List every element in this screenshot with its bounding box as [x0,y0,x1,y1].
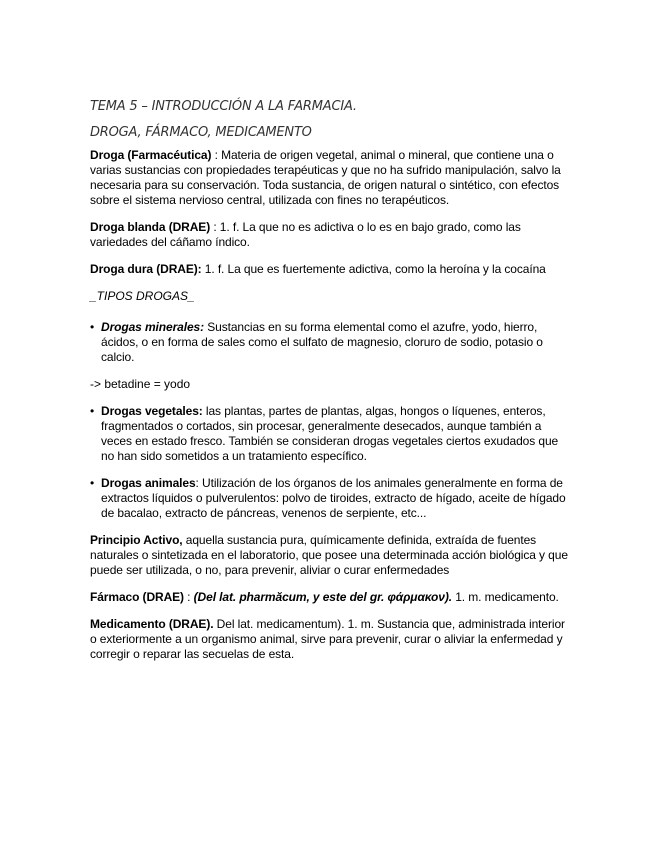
term-drogas-vegetales: Drogas vegetales: [101,404,203,418]
term-droga-dura: Droga dura (DRAE): [90,262,202,276]
document-page [90,98,570,674]
text-drogas-animales: : Utilización de los órganos de los animales generalmente en forma de extractos líquidos o pulverulentos: polvo de tiroides, extracto de hígado, aceite de hígado de bacalao, extracto de páncreas, venenos de serpiente, etc... [101,476,566,520]
text-medicamento: Del lat. medicamentum). 1. m. Sustancia que, administrada interior o exteriormente a un organismo animal, sirve para prevenir, curar o aliviar la enfermedad y corregir o reparar las secuelas de esta. [90,617,565,661]
list-item-vegetales [90,404,570,464]
definition-medicamento [90,617,570,662]
definition-droga-blanda [90,220,570,250]
text-principio-activo: aquella sustancia pura, químicamente definida, extraída de fuentes naturales o sintetizada en el laboratorio, que posee una determinada acción biológica y que puede ser utilizada, o no, para prevenir, aliviar o curar enfermedades [90,533,568,577]
text-droga-blanda: : 1. f. La que no es adictiva o lo es en bajo grado, como las variedades del cáñamo índico. [90,220,521,249]
list-item-minerales [90,320,570,365]
bullet-list-minerales [90,320,570,365]
bullet-icon: • [90,404,95,418]
bullet-list-vegetales-animales [90,404,570,521]
text-drogas-vegetales: las plantas, partes de plantas, algas, hongos o líquenes, enteros, fragmentados o cortados, sin procesar, generalmente desecados, aunque también a veces en estado fresco. También se consideran drogas vegetales ciertos exudados que no han sido sometidos a un tratamiento específico. [101,404,559,463]
definition-principio-activo [90,533,570,578]
text-drogas-minerales: Sustancias en su forma elemental como el azufre, yodo, hierro, ácidos, o en forma de sales como el sulfato de magnesio, cloruro de sodio, potasio o calcio. [101,320,543,364]
term-droga-farmaceutica: Droga (Farmacéutica) [90,148,212,162]
definition-farmaco [90,590,570,605]
document-subtitle: DROGA, FÁRMACO, MEDICAMENTO [90,125,312,140]
term-drogas-animales: Drogas animales [101,476,196,490]
tipos-drogas-title: _TIPOS DROGAS_ [90,289,195,303]
text-droga-farmaceutica: : Materia de origen vegetal, animal o mineral, que contiene una o varias sustancias con propiedades terapéuticas y que no ha sufrido manipulación, salvo la necesaria para su conservación. Toda sustancia, de origen natural o sintético, con efectos sobre el sistema nervioso central, utilizada con fines no terapéuticos. [90,148,561,207]
list-item-animales [90,476,570,521]
text-droga-dura: 1. f. La que es fuertemente adictiva, como la heroína y la cocaína [201,262,546,276]
document-title: TEMA 5 – INTRODUCCIÓN A LA FARMACIA. [90,99,357,114]
bullet-icon: • [90,320,95,334]
term-drogas-minerales: Drogas minerales: [101,320,205,334]
term-farmaco: Fármaco (DRAE) [90,590,184,604]
bullet-icon: • [90,476,95,490]
etymology-farmaco: (Del lat. pharmăcum, y este del gr. φάρμακον). [193,590,452,604]
text-farmaco: 1. m. medicamento. [451,590,559,604]
term-droga-blanda: Droga blanda (DRAE) [90,220,211,234]
definition-droga-dura [90,262,570,277]
separator-farmaco: : [183,590,194,604]
term-medicamento: Medicamento (DRAE). [90,617,214,631]
term-principio-activo: Principio Activo, [90,533,183,547]
definition-droga-farmaceutica [90,148,570,208]
betadine-note: -> betadine = yodo [90,377,191,391]
